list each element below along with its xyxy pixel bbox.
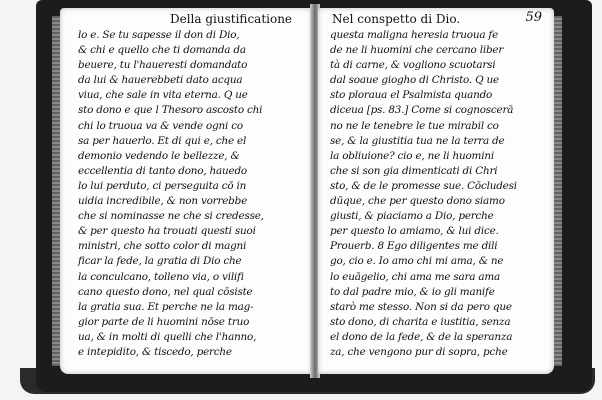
- page-number: 59: [525, 10, 542, 25]
- text-line: per questo lo amiamo, & lui dice.: [330, 225, 499, 238]
- text-line: sto dono e que l Thesoro ascosto chi: [78, 104, 263, 117]
- text-line: Prouerb. 8 Ego diligentes me dili: [330, 240, 498, 253]
- right-running-head: Nel conspetto di Dio.: [332, 12, 461, 26]
- text-line: diceua [ps. 83.] Come si cognoscerā: [330, 104, 514, 117]
- text-line: giusti, & piaciamo a Dio, perche: [330, 210, 494, 223]
- text-line: starò me stesso. Non si da pero que: [330, 300, 512, 313]
- text-line: questa maligna heresia truoua fe: [330, 29, 499, 41]
- text-line: no ne le tenebre le tue mirabil co: [330, 119, 499, 132]
- text-line: dūque, che per questo dono siamo: [330, 195, 505, 208]
- text-line: sto ploraua el Psalmista quando: [330, 89, 493, 102]
- right-page-edges: [554, 16, 562, 366]
- text-line: chi lo truoua va & vende ogni co: [78, 119, 243, 132]
- text-line: za, che vengono pur di sopra, pche: [330, 345, 508, 358]
- text-line: gior parte de li huomini nōse truo: [78, 315, 250, 328]
- left-page: [60, 8, 312, 374]
- text-line: de ne li huomini che cercano liber: [330, 44, 504, 57]
- text-line: sto, & de le promesse sue. Cōcludesi: [330, 179, 517, 192]
- text-line: cano questo dono, nel qual cōsiste: [78, 285, 253, 298]
- right-page: [318, 8, 554, 374]
- text-line: ministri, che sotto color di magni: [78, 240, 247, 253]
- right-text-block: [330, 28, 552, 360]
- text-line: dal soaue giogho di Christo. Q ue: [330, 74, 499, 87]
- left-text-block: [78, 28, 306, 360]
- text-line: da lui & hauerebbeti dato acqua: [78, 74, 243, 87]
- text-line: sa per hauerlo. Et di qui e, che el: [78, 134, 247, 147]
- text-line: lo euāgelio, chi ama me sara ama: [330, 270, 501, 283]
- text-line: la gratia sua. Et perche ne la mag-: [78, 300, 254, 313]
- left-running-head: Della giustificatione: [170, 12, 293, 26]
- text-line: e intepidito, & tiscedo, perche: [78, 345, 232, 358]
- text-line: ua, & in molti di quelli che l'hanno,: [78, 330, 257, 343]
- text-line: la conculcano, tolleno via, o vilifi: [78, 270, 244, 283]
- text-line: che si nominasse ne che si credesse,: [78, 210, 264, 223]
- text-line: el dono de la fede, & de la speranza: [330, 330, 513, 343]
- text-line: demonio vedendo le bellezze, &: [78, 149, 240, 162]
- text-line: lo lui perduto, ci perseguita cō in: [78, 179, 247, 192]
- text-line: tà di carne, & vogliono scuotarsi: [330, 59, 496, 72]
- text-line: lo e. Se tu sapesse il don di Dio,: [78, 29, 240, 41]
- text-line: go, cio e. Io amo chi mi ama, & ne: [330, 255, 504, 268]
- text-line: beuere, tu l'haueresti domandato: [78, 59, 248, 72]
- text-line: ficar la fede, la gratia di Dio che: [78, 255, 242, 268]
- text-line: eccellentia di tanto dono, hauedo: [78, 164, 247, 177]
- text-line: sto dono, di charita e iustitia, senza: [330, 315, 511, 328]
- text-line: to dal padre mio, & io gli manife: [330, 285, 495, 298]
- text-line: viua, che sale in vita eterna. Q ue: [78, 89, 248, 102]
- text-line: & per questo ha trouati questi suoi: [78, 225, 256, 238]
- text-line: la obliuione? cio e, ne li huomini: [330, 149, 494, 162]
- left-page-edges: [52, 16, 60, 366]
- text-line: uidia incredibile, & non vorrebbe: [78, 195, 248, 208]
- text-line: se, & la giustitia tua ne la terra de: [330, 134, 505, 147]
- text-line: che si son gia dimenticati di Chri: [330, 164, 498, 177]
- text-line: & chi e quello che ti domanda da: [78, 44, 246, 57]
